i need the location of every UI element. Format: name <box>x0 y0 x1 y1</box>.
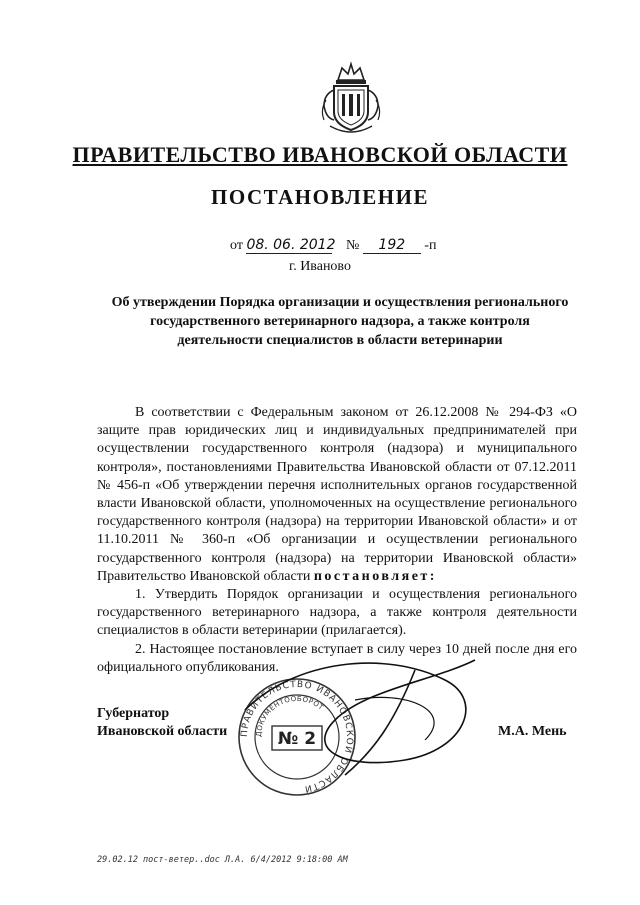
document-dateline <box>230 238 436 254</box>
stamp-inner-text: ДОКУМЕНТООБОРОТ <box>254 694 326 738</box>
organization-title: ПРАВИТЕЛЬСТВО ИВАНОВСКОЙ ОБЛАСТИ <box>72 142 568 167</box>
document-city: г. Иваново <box>289 259 351 274</box>
file-footer: 29.02.12 пост-ветер..doc Л.А. 6/4/2012 9:18:00 AM <box>97 855 348 865</box>
document-date: 08. 06. 2012 <box>246 237 336 253</box>
coat-of-arms-emblem <box>318 60 384 138</box>
handwritten-signature <box>225 640 495 780</box>
preamble-text: В соответствии с Федеральным законом от 26.12.2008 № 294-ФЗ «О защите прав юридических лиц и индивидуальных предпринимателей при осуществлении государственного контроля (надзора) и муниципального контроля», постановлениями Правительства Ивановской области от 07.12.2011 № 456-п «Об утверждении перечня исполнительных органов государственной власти Ивановской области, уполномоченных на осуществление регионального государственного контроля (надзора) на территории Ивановской области» и от 11.10.2011 № 360-п «Об организации и осуществлении регионального государственного контроля (надзора) на территории Ивановской области» Правительство Ивановской области <box>97 405 577 584</box>
stamp-number: № 2 <box>277 729 317 749</box>
stamp-outer-text: ПРАВИТЕЛЬСТВО ИВАНОВСКОЙ ОБЛАСТИ <box>239 679 355 794</box>
document-subject: Об утверждении Порядка организации и осуществления регионального государственного ветеринарного надзора, а также контроля деятельности специалистов в области ветеринарии <box>111 295 569 348</box>
resolution-item-2: 2. Настоящее постановление вступает в силу через 10 дней после дня его официального опубликования. <box>97 641 577 675</box>
resolution-item-1: 1. Утвердить Порядок организации и осуществления регионального государственного ветеринарного надзора, а также контроля деятельности специалистов в области ветеринарии (прилагается). <box>97 587 577 639</box>
resolves-word: постановляет: <box>313 568 437 584</box>
document-body <box>97 404 577 677</box>
preamble-paragraph <box>97 404 577 586</box>
number-suffix: -п <box>424 238 437 253</box>
document-number: 192 <box>363 238 421 254</box>
signatory-title-line-2: Ивановской области <box>97 724 228 739</box>
document-type-heading: ПОСТАНОВЛЕНИЕ <box>211 185 429 209</box>
date-from-label: от <box>230 238 243 253</box>
signatory-title-line-1: Губернатор <box>97 706 170 721</box>
number-sign: № <box>345 238 360 253</box>
signatory-name: М.А. Мень <box>498 724 567 739</box>
